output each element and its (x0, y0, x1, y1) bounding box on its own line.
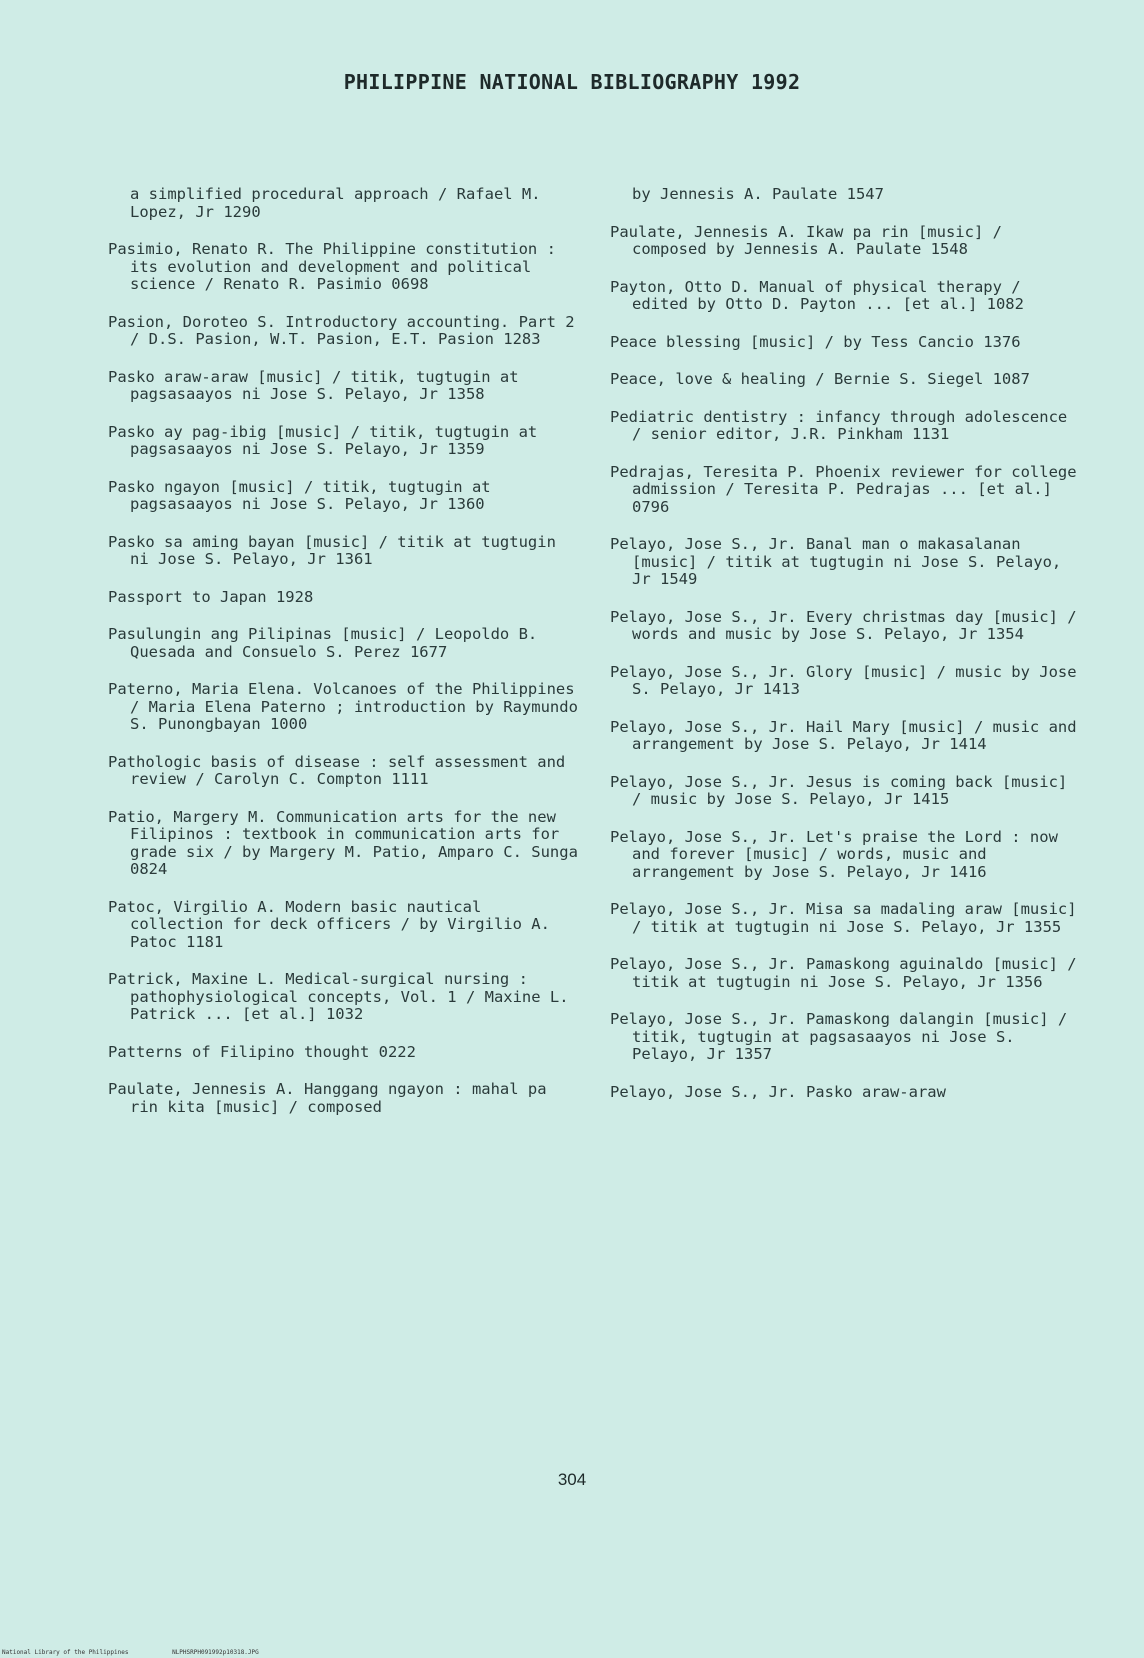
entry: Pasimio, Renato R. The Philippine constitution : its evolution and development and political science / Renato R. Pasimio 0698 (108, 240, 556, 293)
entry: Pelayo, Jose S., Jr. Pamaskong aguinaldo [music] / titik at tugtugin ni Jose S. Pelayo, Jr 1356 (610, 955, 1077, 991)
entry: Pasko ngayon [music] / titik, tugtugin at pagsasaayos ni Jose S. Pelayo, Jr 1360 (108, 477, 491, 513)
page-number: 304 (557, 1470, 587, 1489)
entry: Passport to Japan 1928 (108, 587, 314, 606)
entry: Paulate, Jennesis A. Hanggang ngayon : mahal pa rin kita [music] / composed (108, 1080, 547, 1116)
entry: Payton, Otto D. Manual of physical therapy / edited by Otto D. Payton ... [et al.] 1082 (610, 277, 1024, 313)
entry: Paterno, Maria Elena. Volcanoes of the Philippines / Maria Elena Paterno ; introduction by Raymundo S. Punongbayan 1000 (108, 680, 578, 733)
entry: Pelayo, Jose S., Jr. Misa sa madaling araw [music] / titik at tugtugin ni Jose S. Pelayo, Jr 1355 (610, 900, 1077, 936)
entry: Pelayo, Jose S., Jr. Pasko araw-araw (610, 1082, 946, 1101)
entry: Pasko araw-araw [music] / titik, tugtugin at pagsasaayos ni Jose S. Pelayo, Jr 1358 (108, 367, 519, 403)
entry: Pasko ay pag-ibig [music] / titik, tugtugin at pagsasaayos ni Jose S. Pelayo, Jr 1359 (108, 422, 538, 458)
entry: Pelayo, Jose S., Jr. Glory [music] / music by Jose S. Pelayo, Jr 1413 (610, 662, 1077, 698)
entry: Pasion, Doroteo S. Introductory accounting. Part 2 / D.S. Pasion, W.T. Pasion, E.T. Pasion 1283 (108, 312, 575, 348)
entry: Patrick, Maxine L. Medical-surgical nursing : pathophysiological concepts, Vol. 1 / Maxine L. Patrick ... [et al.] 1032 (108, 970, 569, 1023)
entry: Peace, love & healing / Bernie S. Siegel 1087 (610, 370, 1030, 388)
entry: Pathologic basis of disease : self assessment and review / Carolyn C. Compton 1111 (108, 752, 566, 788)
entry: Pelayo, Jose S., Jr. Let's praise the Lord : now and forever [music] / words, music and arrangement by Jose S. Pelayo, Jr 1416 (610, 827, 1058, 881)
library-credit: National Library of the Philippines (2, 1649, 129, 1656)
entry: Paulate, Jennesis A. Ikaw pa rin [music] / composed by Jennesis A. Paulate 1548 (610, 222, 1002, 258)
entry: Patio, Margery M. Communication arts for the new Filipinos : textbook in communication arts for grade six / by Margery M. Patio, Amparo C. Sunga 0824 (108, 807, 578, 878)
entry: Pasko sa aming bayan [music] / titik at tugtugin ni Jose S. Pelayo, Jr 1361 (108, 532, 556, 568)
entry: Pelayo, Jose S., Jr. Jesus is coming back [music] / music by Jose S. Pelayo, Jr 1415 (610, 772, 1068, 808)
entry: Pasulungin ang Pilipinas [music] / Leopoldo B. Quesada and Consuelo S. Perez 1677 (108, 625, 538, 661)
entry: Pelayo, Jose S., Jr. Hail Mary [music] / music and arrangement by Jose S. Pelayo, Jr 1414 (610, 717, 1077, 753)
entry: Patterns of Filipino thought 0222 (108, 1042, 416, 1061)
entry: Peace blessing [music] / by Tess Cancio 1376 (610, 332, 1021, 351)
file-name: NLPHSRPH091992p10318.JPG (172, 1649, 259, 1656)
entry: Pelayo, Jose S., Jr. Pamaskong dalangin [music] / titik, tugtugin at pagsasaayos ni Jose S. Pelayo, Jr 1357 (610, 1010, 1068, 1063)
entry: Pelayo, Jose S., Jr. Banal man o makasalanan [music] / titik at tugtugin ni Jose S. Pelayo, Jr 1549 (610, 535, 1062, 588)
entry-continuation: a simplified procedural approach / Rafael M. Lopez, Jr 1290 (130, 185, 541, 221)
entry: Patoc, Virgilio A. Modern basic nautical collection for deck officers / by Virgilio A. Patoc 1181 (108, 897, 550, 951)
right-column (610, 186, 1080, 1121)
page-title: PHILIPPINE NATIONAL BIBLIOGRAPHY 1992 (343, 70, 801, 94)
left-column (108, 186, 578, 1136)
scan-footer (2, 1649, 299, 1656)
entry: Pedrajas, Teresita P. Phoenix reviewer for college admission / Teresita P. Pedrajas ... [et al.] 0796 (610, 462, 1077, 516)
entry: Pediatric dentistry : infancy through adolescence / senior editor, J.R. Pinkham 1131 (610, 407, 1068, 443)
entry-continuation: by Jennesis A. Paulate 1547 (632, 185, 884, 203)
entry: Pelayo, Jose S., Jr. Every christmas day [music] / words and music by Jose S. Pelayo, Jr 1354 (610, 607, 1077, 643)
